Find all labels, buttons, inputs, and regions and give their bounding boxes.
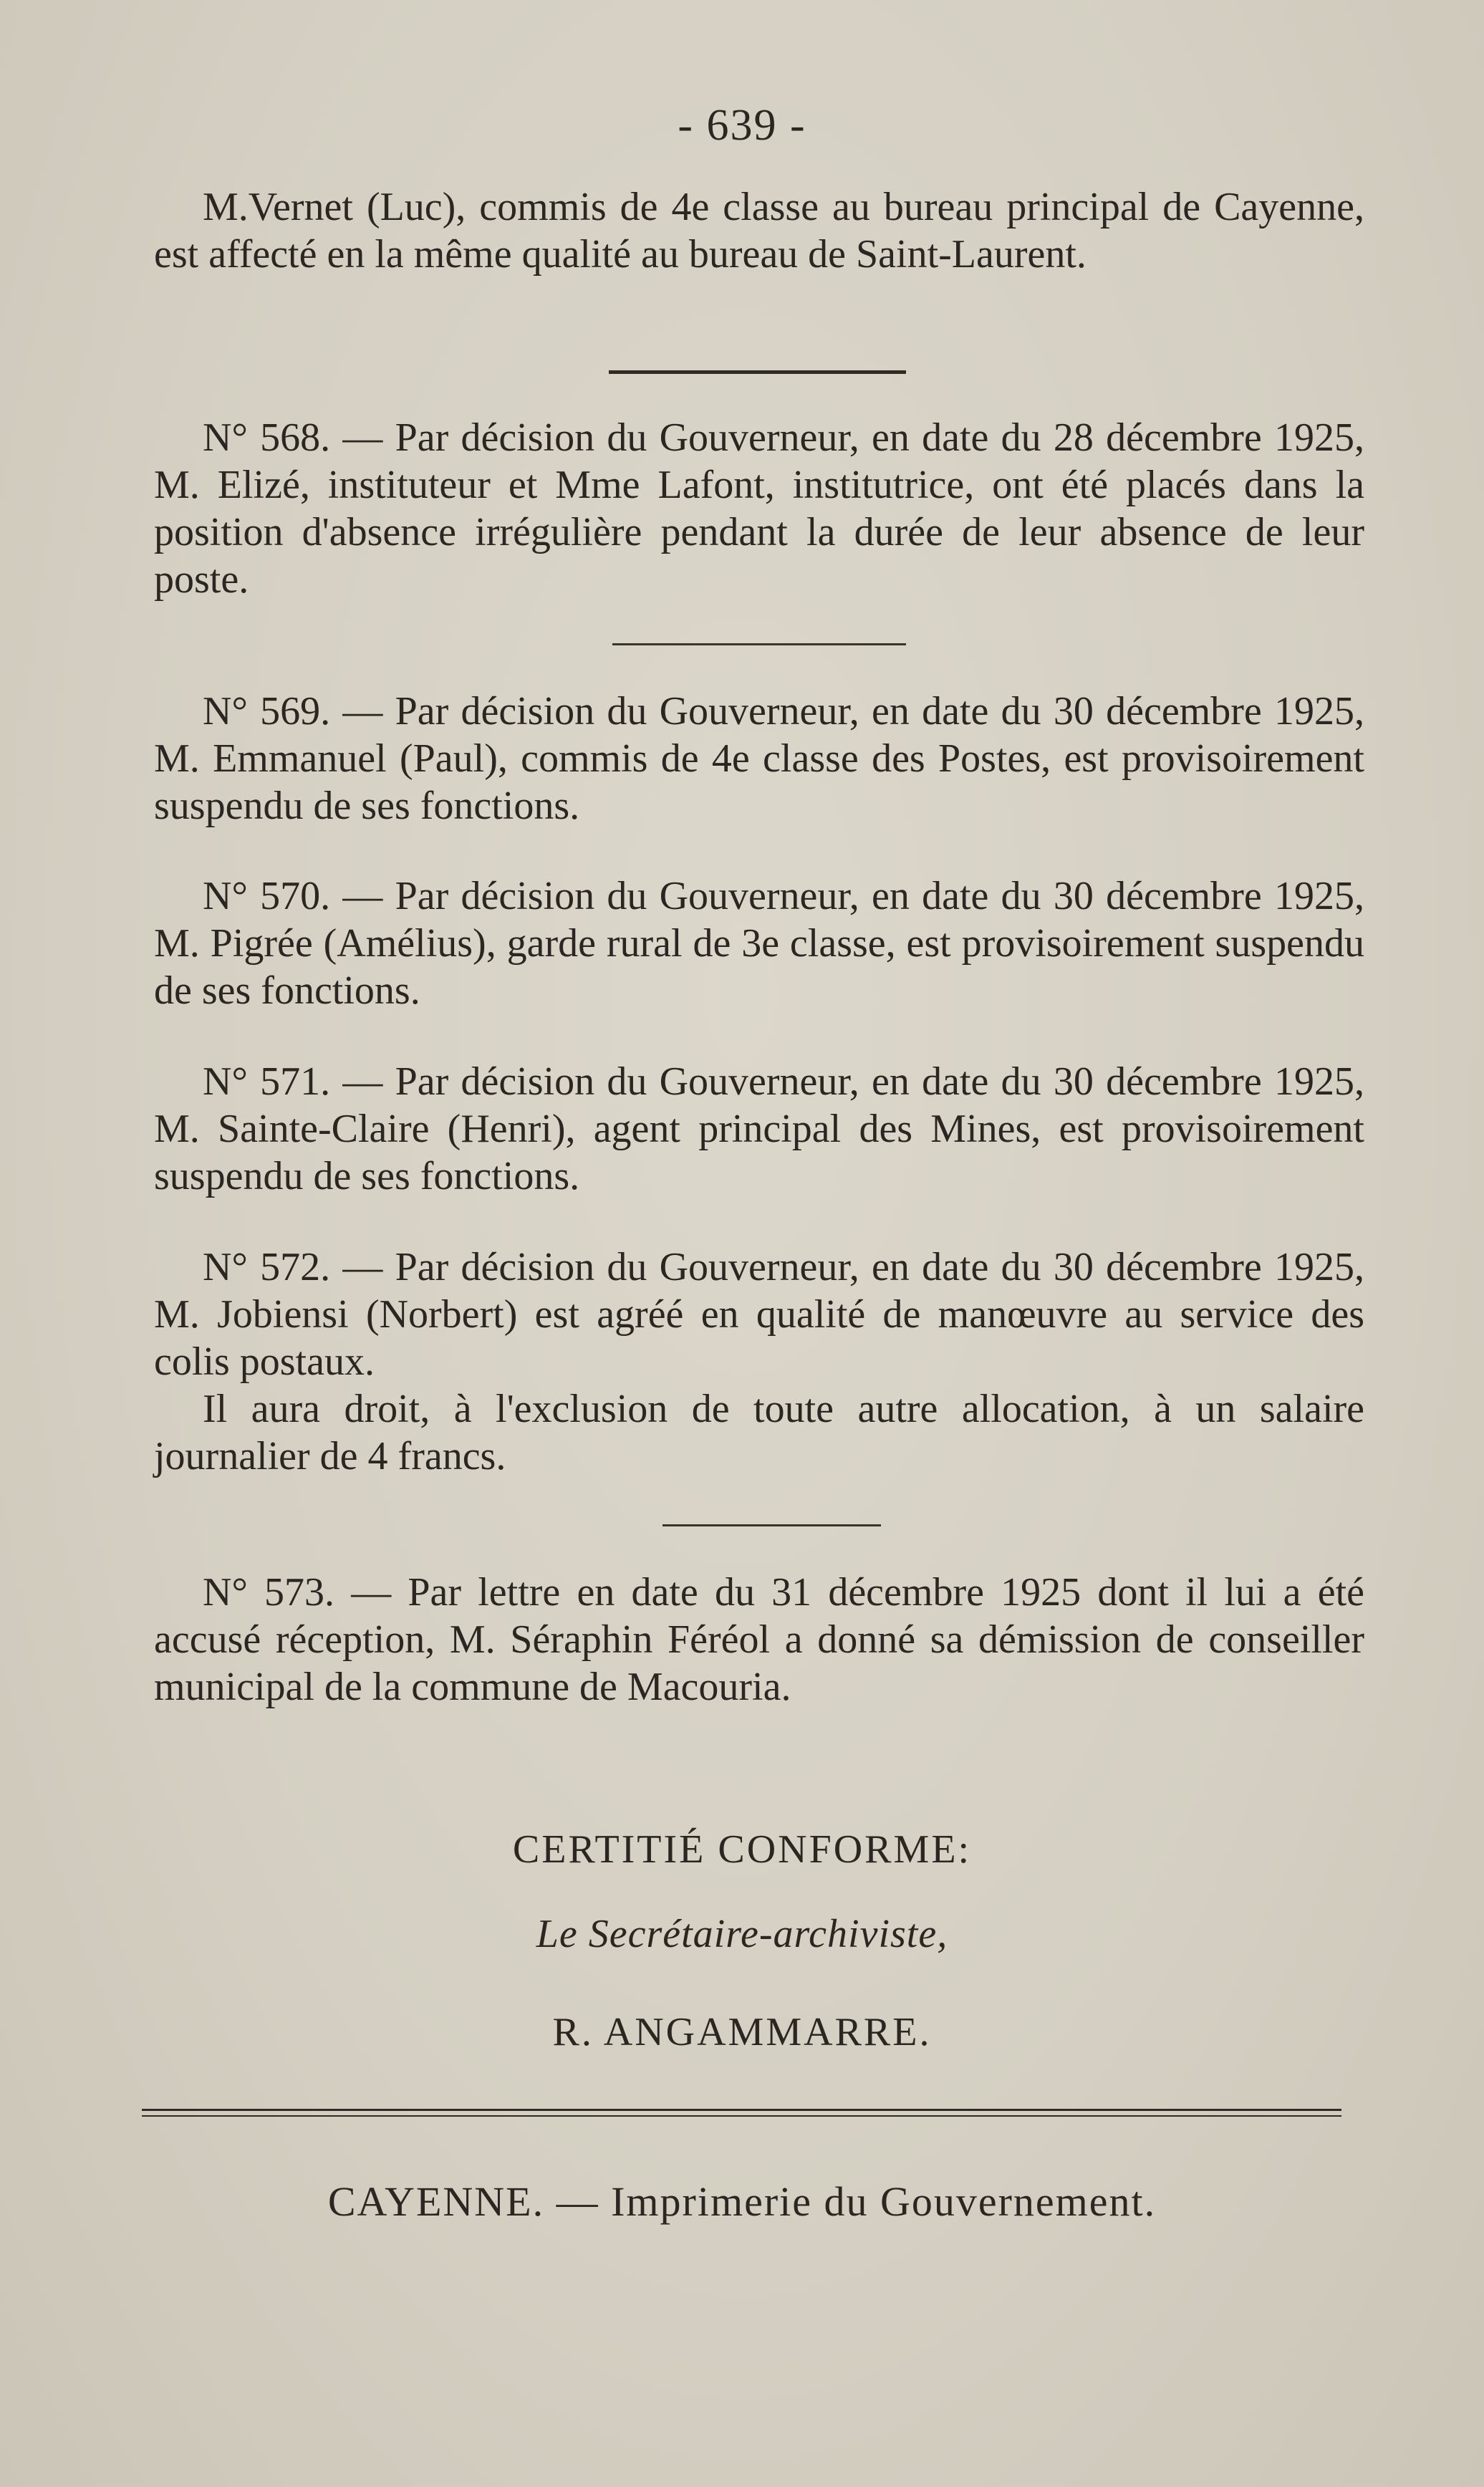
decision-text: N° 570. — Par décision du Gouverneur, en date du 30 décembre 1925, M. Pigrée (Amélius), garde rural de 3e classe, est provisoirement suspendu de ses fonctions. [154,874,1364,1013]
intro-paragraph [154,183,1364,278]
page-number: - 639 - [678,101,806,150]
footer-rule [142,2109,1341,2117]
decision-568 [154,414,1364,603]
decision-text: N° 568. — Par décision du Gouverneur, en date du 28 décembre 1925, M. Elizé, instituteur et Mme Lafont, institutrice, ont été placés dans la position d'absence irrégulière pendant la durée de leur absence de leur poste. [154,415,1364,602]
decision-extra: Il aura droit, à l'exclusion de toute autre allocation, à un salaire journalier de 4 francs. [154,1387,1364,1478]
decision-text: N° 572. — Par décision du Gouverneur, en date du 30 décembre 1925, M. Jobiensi (Norbert) est agréé en qualité de manœuvre au service des colis postaux. [154,1245,1364,1384]
signatory-role: Le Secrétaire-archiviste, [536,1912,948,1956]
separator-rule [662,1524,881,1526]
decision-text: N° 569. — Par décision du Gouverneur, en date du 30 décembre 1925, M. Emmanuel (Paul), commis de 4e classe des Postes, est provisoirement suspendu de ses fonctions. [154,689,1364,828]
printer-footer: CAYENNE. — Imprimerie du Gouvernement. [327,2178,1157,2225]
signatory-name: R. ANGAMMARRE. [552,2010,932,2054]
decision-570 [154,872,1364,1014]
certification-line: CERTITIÉ CONFORME: [512,1827,972,1872]
decision-573 [154,1569,1364,1711]
separator-rule [612,643,906,645]
decision-text: N° 573. — Par lettre en date du 31 décembre 1925 dont il lui a été accusé réception, M. Séraphin Féréol a donné sa démission de conseiller municipal de la commune de Macouria. [154,1570,1364,1709]
separator-rule [609,370,906,374]
decision-text: N° 571. — Par décision du Gouverneur, en date du 30 décembre 1925, M. Sainte-Claire (Henri), agent principal des Mines, est provisoirement suspendu de ses fonctions. [154,1059,1364,1198]
decision-571 [154,1058,1364,1200]
decision-572 [154,1244,1364,1480]
intro-text: M.Vernet (Luc), commis de 4e classe au bureau principal de Cayenne, est affecté en la même qualité au bureau de Saint-Laurent. [154,185,1364,276]
decision-569 [154,688,1364,829]
